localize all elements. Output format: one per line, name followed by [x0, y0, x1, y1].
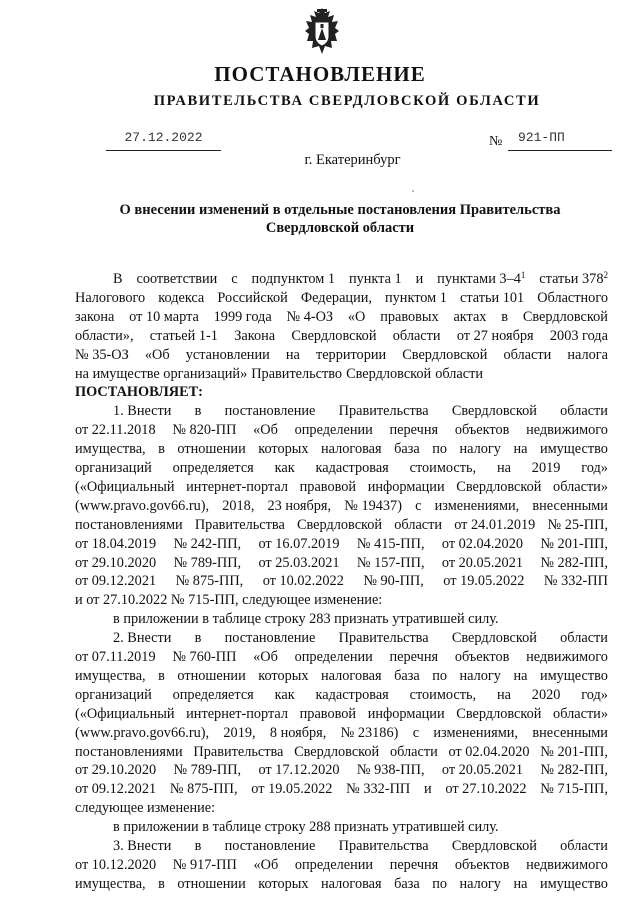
text-segment: Правительства — [338, 403, 429, 420]
text-segment: правовых — [380, 308, 439, 325]
text-segment: пункта 1 — [348, 271, 402, 287]
text-segment: области — [435, 365, 483, 382]
document-date: 27.12.2022 — [124, 130, 203, 145]
text-segment: от 29.10.2020 — [75, 554, 157, 571]
city: г. Екатеринбург — [304, 152, 401, 168]
text-segment: от 27.10.2022 — [445, 781, 527, 798]
text-segment: от 10.12.2020 — [75, 856, 157, 873]
text-segment: определяется — [172, 460, 254, 476]
text-segment: и — [415, 271, 424, 287]
text-segment: информации — [367, 478, 445, 495]
text-segment: Правительства — [194, 516, 285, 533]
text-segment: по — [432, 441, 448, 458]
text-segment: от 10.02.2022 — [262, 573, 344, 590]
text-segment: Свердловской — [451, 838, 537, 854]
text-segment: от 22.11.2018 — [75, 422, 156, 439]
paragraph-line — [75, 705, 608, 723]
paragraph-line — [75, 875, 608, 893]
text-segment: от 24.01.2019 — [454, 516, 536, 533]
paragraph-line — [75, 856, 608, 874]
coat-of-arms-icon — [301, 6, 343, 56]
text-segment: от 19.05.2022 — [251, 781, 333, 798]
text-segment: которых — [258, 875, 309, 892]
text-segment: информации — [367, 705, 445, 722]
text-segment: № 332-ПП — [346, 781, 411, 798]
text-segment: области — [389, 743, 438, 760]
text-segment: Правительства — [193, 743, 284, 760]
text-segment: налогу — [459, 441, 501, 458]
text-segment: перечня — [389, 649, 439, 665]
text-segment: определяется — [172, 686, 254, 703]
text-segment: области — [392, 327, 441, 344]
text-segment: от 09.12.2021 — [75, 573, 157, 590]
text-segment: № 23186) — [340, 724, 399, 741]
issuer-title: ПРАВИТЕЛЬСТВА СВЕРДЛОВСКОЙ ОБЛАСТИ — [153, 93, 541, 109]
text-segment: база — [394, 441, 420, 458]
document-heading-line-1: О внесении изменений в отдельные постановления Правительства — [119, 202, 561, 218]
text-segment: Свердловской — [291, 327, 377, 344]
text-segment: (www.pravo.gov66.ru), — [75, 724, 210, 741]
paragraph-line — [75, 648, 608, 666]
text-segment: налоговая — [321, 875, 382, 892]
text-segment: Федерации, — [300, 289, 372, 306]
text-segment: области — [560, 838, 608, 854]
paragraph-line — [75, 421, 608, 439]
text-segment: актах — [453, 308, 487, 325]
text-segment: Российской — [217, 289, 288, 306]
text-segment: постановлениями — [75, 516, 183, 533]
text-segment: интернет-портал — [186, 478, 288, 495]
text-segment: статьей 1-1 — [149, 327, 218, 344]
text-segment: кадастровая — [315, 460, 389, 476]
text-segment: в — [158, 441, 165, 458]
number-sign: № — [489, 134, 503, 149]
text-segment: изменениями, — [434, 497, 520, 514]
text-segment: В — [113, 271, 123, 287]
text-segment: отношении — [177, 667, 246, 684]
text-segment: Свердловской — [522, 308, 608, 325]
document-heading — [100, 202, 580, 237]
text-segment: № 715-ПП, — [540, 781, 608, 798]
text-segment: определении — [294, 422, 373, 439]
text-segment: № 201-ПП, — [540, 743, 608, 760]
text-segment: «О — [347, 308, 366, 325]
paragraph-line — [75, 761, 608, 779]
text-segment: год» — [581, 686, 608, 703]
text-segment: области — [394, 516, 443, 533]
paragraph-line — [113, 629, 608, 647]
text-segment: следующее изменение: — [75, 800, 216, 817]
text-segment: области» — [553, 705, 608, 722]
text-segment: от 10 марта — [129, 308, 199, 325]
text-segment: которых — [258, 441, 309, 458]
text-segment: определении — [294, 649, 373, 665]
text-segment: Правительства — [338, 838, 429, 854]
text-segment: кадастровая — [315, 686, 389, 703]
text-segment: 3. Внести — [113, 838, 172, 854]
text-segment: на — [285, 346, 300, 363]
text-segment: 2003 года — [549, 327, 608, 344]
text-segment: области», — [75, 327, 134, 344]
text-segment: налогу — [459, 875, 501, 892]
text-segment: база — [394, 667, 420, 684]
document-type-title: ПОСТАНОВЛЕНИЕ — [214, 62, 426, 86]
paragraph-line — [75, 667, 608, 685]
text-segment: № 789-ПП, — [173, 762, 242, 779]
text-segment: от 20.05.2021 — [441, 554, 523, 571]
text-segment: от 16.07.2019 — [258, 535, 340, 552]
paragraph-line — [75, 743, 608, 761]
text-segment: от 25.03.2021 — [258, 554, 340, 571]
text-segment: пунктом 1 — [385, 289, 447, 306]
text-segment: ПОСТАНОВЛЯЕТ: — [75, 384, 203, 401]
text-segment: статьи 101 — [459, 289, 525, 306]
text-segment: объектов — [454, 856, 510, 873]
text-segment: статьи $378^2$ — [539, 270, 608, 287]
text-segment: объектов — [454, 649, 510, 665]
paragraph-line — [113, 818, 608, 836]
text-segment: Областного — [537, 289, 608, 306]
text-segment: объектов — [454, 422, 510, 439]
text-segment: имущества, — [75, 667, 146, 684]
text-segment: от 02.04.2020 — [448, 743, 530, 760]
text-segment: «Об — [253, 856, 279, 873]
text-segment: Закона — [234, 327, 276, 344]
text-segment: на — [513, 667, 528, 684]
text-segment: № 282-ПП, — [540, 762, 608, 779]
text-segment: пунктами $3-4^1$ — [437, 270, 526, 287]
text-segment: недвижимого — [526, 422, 608, 439]
text-segment: («Официальный — [75, 705, 175, 722]
text-segment: на — [513, 441, 528, 458]
text-segment: № 157-ПП, — [356, 554, 425, 571]
paragraph-line — [75, 724, 608, 742]
text-segment: стоимость, — [409, 686, 477, 703]
text-segment: («Официальный — [75, 478, 175, 495]
text-segment: № 415-ПП, — [356, 535, 425, 552]
paragraph-line — [113, 837, 608, 855]
text-segment: 2018, — [222, 497, 255, 514]
text-segment: 1. Внести — [113, 403, 172, 420]
text-segment: от 27 ноября — [456, 327, 534, 344]
text-segment: которых — [258, 667, 309, 684]
text-segment: имущество — [539, 875, 608, 892]
text-segment: постановление — [224, 403, 316, 420]
text-segment: соответствии — [136, 271, 218, 287]
text-segment: № 875-ПП, — [175, 573, 244, 590]
paragraph-line — [113, 610, 608, 628]
paragraph-line — [75, 799, 608, 817]
text-segment: подпунктом 1 — [251, 271, 336, 287]
text-segment: отношении — [177, 875, 246, 892]
text-segment: налогу — [459, 667, 501, 684]
text-segment: интернет-портал — [186, 705, 288, 722]
paragraph-line — [75, 327, 608, 345]
text-segment: постановлениями — [75, 743, 183, 760]
text-segment: «Об — [144, 346, 170, 363]
text-segment: «Об — [253, 422, 278, 439]
paragraph-line — [75, 554, 608, 572]
text-segment: 2019, — [223, 724, 256, 741]
text-segment: области — [560, 403, 608, 420]
text-segment: № 19437) — [344, 497, 402, 514]
paragraph-line — [75, 440, 608, 458]
text-segment: в — [194, 403, 202, 420]
text-segment: недвижимого — [526, 856, 608, 873]
text-segment: в приложении в таблице строку 288 признать утратившей силу. — [113, 819, 499, 836]
paragraph-line — [75, 497, 608, 515]
paragraph-line — [75, 516, 608, 534]
text-segment: недвижимого — [526, 649, 608, 665]
text-segment: Свердловской — [402, 346, 488, 363]
text-segment: в — [194, 838, 202, 854]
text-segment: в — [158, 875, 165, 892]
text-segment: № 789-ПП, — [173, 554, 242, 571]
text-segment: 2019 — [531, 460, 561, 476]
text-segment: изменениями, — [433, 724, 519, 741]
text-segment: по — [432, 875, 448, 892]
text-segment: на — [496, 460, 511, 476]
text-segment: в приложении в таблице строку 283 признать утратившей силу. — [113, 611, 499, 628]
paragraph-line — [113, 402, 608, 420]
text-segment: «Об — [253, 649, 278, 665]
text-segment: налоговая — [321, 441, 382, 458]
text-segment: и — [423, 781, 432, 798]
text-segment: определении — [294, 856, 374, 873]
text-segment: № 242-ПП, — [173, 535, 242, 552]
text-segment: постановление — [224, 838, 316, 854]
text-segment: Свердловской — [451, 630, 537, 647]
text-segment: внесенными — [532, 497, 608, 514]
text-segment: кодекса — [158, 289, 205, 306]
text-segment: с — [231, 271, 238, 287]
text-segment: в — [194, 630, 202, 647]
text-segment: Правительство — [251, 365, 343, 382]
paragraph-line — [75, 308, 608, 326]
text-segment: 8 ноября, — [269, 724, 327, 741]
text-segment: закона — [75, 308, 115, 325]
text-segment: перечня — [389, 856, 439, 873]
text-segment: от 18.04.2019 — [75, 535, 157, 552]
document-heading-line-2: Свердловской области — [265, 219, 415, 236]
text-segment: налоговая — [321, 667, 382, 684]
text-segment: отношении — [177, 441, 246, 458]
text-segment: как — [274, 460, 295, 476]
text-segment: от 02.04.2020 — [441, 535, 523, 552]
text-segment: имущества, — [75, 875, 146, 892]
paragraph-line — [75, 591, 608, 609]
text-segment: от 17.12.2020 — [258, 762, 340, 779]
paragraph-line — [75, 572, 608, 590]
text-segment: территории — [315, 346, 387, 363]
text-segment: год» — [581, 460, 608, 476]
text-segment: на — [496, 686, 511, 703]
document-number: 921-ПП — [518, 130, 565, 145]
text-segment: от 19.05.2022 — [443, 573, 525, 590]
date-underline — [106, 150, 221, 151]
paragraph-line — [75, 289, 608, 307]
text-segment: № 760-ПП — [172, 649, 237, 665]
paragraph-line — [75, 365, 608, 383]
scan-speck — [412, 190, 414, 192]
text-segment: установлении — [185, 346, 270, 363]
text-segment: Свердловской — [294, 743, 380, 760]
text-segment: от 20.05.2021 — [441, 762, 523, 779]
text-segment: стоимость, — [409, 460, 477, 476]
text-segment: внесенными — [532, 724, 608, 741]
text-segment: № 917-ПП — [172, 856, 237, 873]
text-segment: № 4-ОЗ — [286, 308, 334, 325]
text-segment: на имуществе организаций» — [75, 365, 248, 382]
text-segment: области — [560, 630, 608, 647]
text-segment: Свердловской — [456, 705, 542, 722]
text-segment: и от 27.10.2022 № 715-ПП, следующее изменение: — [75, 592, 383, 609]
text-segment: № 875-ПП, — [169, 781, 238, 798]
text-segment: № 938-ПП, — [356, 762, 425, 779]
text-segment: база — [394, 875, 420, 892]
text-segment: перечня — [389, 422, 439, 439]
text-segment: имущество — [539, 441, 608, 458]
text-segment: № 35-ОЗ — [75, 346, 129, 363]
text-segment: № 25-ПП, — [547, 516, 608, 533]
text-segment: Свердловской — [456, 478, 542, 495]
paragraph-line — [75, 780, 608, 798]
text-segment: с — [412, 724, 420, 741]
text-segment: области — [503, 346, 552, 363]
text-segment: от 09.12.2021 — [75, 781, 157, 798]
text-segment: имущества, — [75, 441, 146, 458]
text-segment: № 282-ПП, — [540, 554, 608, 571]
text-segment: 2. Внести — [113, 630, 172, 647]
text-segment: от 29.10.2020 — [75, 762, 157, 779]
text-segment: с — [415, 497, 422, 514]
paragraph-line — [75, 686, 608, 704]
text-segment: имущество — [539, 667, 608, 684]
text-segment: организаций — [75, 460, 152, 476]
text-segment: от 07.11.2019 — [75, 649, 156, 665]
text-segment: 1999 года — [213, 308, 272, 325]
text-segment: Свердловской — [451, 403, 537, 420]
text-segment: правовой — [299, 478, 357, 495]
text-segment: налога — [567, 346, 608, 363]
text-segment: организаций — [75, 686, 152, 703]
number-underline — [508, 150, 612, 151]
text-segment: № 90-ПП, — [363, 573, 424, 590]
paragraph-line — [75, 346, 608, 364]
text-segment: № 820-ПП — [172, 422, 237, 439]
paragraph-line — [75, 383, 608, 401]
text-segment: № 201-ПП, — [540, 535, 608, 552]
text-segment: как — [274, 686, 295, 703]
text-segment: в — [158, 667, 165, 684]
text-segment: в — [501, 308, 509, 325]
paragraph-line — [75, 459, 608, 477]
text-segment: постановление — [224, 630, 316, 647]
paragraph-line — [113, 270, 608, 288]
text-segment: (www.pravo.gov66.ru), — [75, 497, 210, 514]
text-segment: Свердловской — [296, 516, 383, 533]
text-segment: правовой — [299, 705, 357, 722]
text-segment: Свердловской — [346, 365, 432, 382]
paragraph-line — [75, 535, 608, 553]
paragraph-line — [75, 478, 608, 496]
text-segment: 2020 — [531, 686, 561, 703]
text-segment: Налогового — [75, 289, 146, 306]
text-segment: № 332-ПП — [543, 573, 608, 590]
text-segment: по — [432, 667, 448, 684]
text-segment: на — [513, 875, 528, 892]
text-segment: 23 ноября, — [267, 497, 332, 514]
text-segment: области» — [553, 478, 608, 495]
text-segment: Правительства — [338, 630, 429, 647]
